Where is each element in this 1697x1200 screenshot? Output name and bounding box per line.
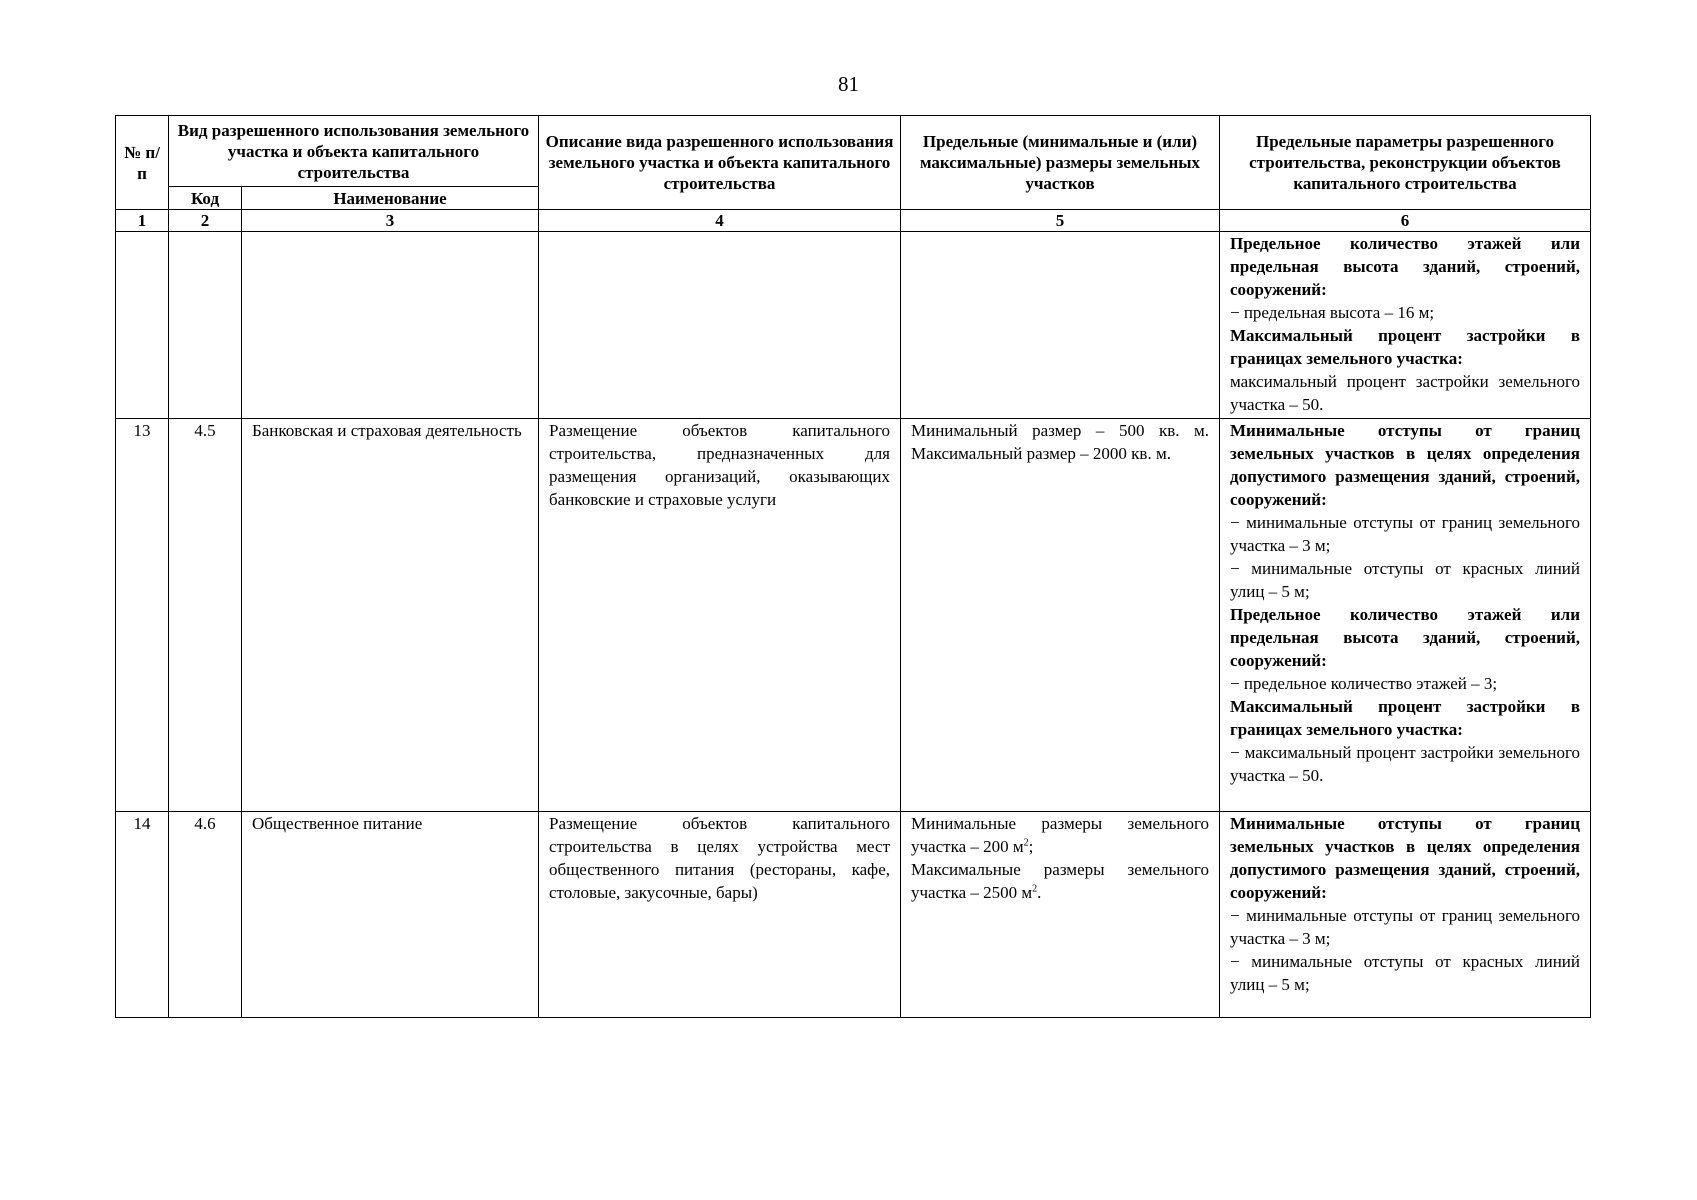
params-item: − минимальные отступы от границ земельного участка – 3 м;	[1230, 513, 1580, 555]
cell-sizes: Минимальный размер – 500 кв. м. Максимальный размер – 2000 кв. м.	[901, 419, 1220, 812]
cell-name: Банковская и страховая деятельность	[242, 419, 539, 812]
header-use-type: Вид разрешенного использования земельного участка и объекта капитального строительства	[169, 116, 539, 187]
params-heading: Максимальный процент застройки в границах земельного участка:	[1230, 326, 1580, 368]
square-superscript: 2	[1032, 883, 1038, 895]
size-maximum-text: Максимальные размеры земельного участка – 2500 м	[911, 860, 1209, 902]
cell-name	[242, 232, 539, 419]
cell-params	[1220, 419, 1591, 812]
cell-code	[169, 232, 242, 419]
column-number: 3	[242, 210, 539, 232]
cell-num: 14	[116, 812, 169, 1018]
size-minimum-end: ;	[1028, 837, 1034, 856]
params-item: максимальный процент застройки земельного участка – 50.	[1230, 372, 1580, 414]
regulations-table	[115, 115, 1591, 1018]
cell-description: Размещение объектов капитального строительства в целях устройства мест общественного питания (рестораны, кафе, столовые, закусочные, бары)	[539, 812, 901, 1018]
cell-params	[1220, 812, 1591, 1018]
column-number: 4	[539, 210, 901, 232]
cell-sizes	[901, 232, 1220, 419]
cell-code: 4.6	[169, 812, 242, 1018]
cell-name: Общественное питание	[242, 812, 539, 1018]
params-item: − минимальные отступы от границ земельного участка – 3 м;	[1230, 906, 1580, 948]
cell-description: Размещение объектов капитального строительства, предназначенных для размещения организаций, оказывающих банковские и страховые услуги	[539, 419, 901, 812]
header-params: Предельные параметры разрешенного строительства, реконструкции объектов капитального строительства	[1220, 116, 1591, 210]
params-item: − минимальные отступы от красных линий улиц – 5 м;	[1230, 559, 1580, 601]
column-number: 1	[116, 210, 169, 232]
header-sizes: Предельные (минимальные и (или) максимальные) размеры земельных участков	[901, 116, 1220, 210]
params-item: − предельное количество этажей – 3;	[1230, 674, 1498, 693]
cell-sizes	[901, 812, 1220, 1018]
column-number-row	[116, 210, 1591, 232]
column-number: 5	[901, 210, 1220, 232]
page-number: 81	[838, 72, 859, 96]
column-number: 2	[169, 210, 242, 232]
header-name: Наименование	[242, 187, 539, 210]
params-item: − предельная высота – 16 м;	[1230, 303, 1435, 322]
cell-params	[1220, 232, 1591, 419]
header-description: Описание вида разрешенного использования земельного участка и объекта капитального строительства	[539, 116, 901, 210]
params-heading: Предельное количество этажей или предельная высота зданий, строений, сооружений:	[1230, 234, 1580, 299]
square-superscript: 2	[1023, 837, 1029, 849]
size-minimum	[911, 812, 1209, 858]
cell-num: 13	[116, 419, 169, 812]
params-heading: Предельное количество этажей или предельная высота зданий, строений, сооружений:	[1230, 605, 1580, 670]
table-row	[116, 232, 1591, 419]
size-minimum-text: Минимальные размеры земельного участка – 200 м	[911, 814, 1209, 856]
size-maximum-end: .	[1037, 883, 1042, 902]
cell-description	[539, 232, 901, 419]
cell-num	[116, 232, 169, 419]
table-row	[116, 419, 1591, 812]
cell-code: 4.5	[169, 419, 242, 812]
params-heading: Минимальные отступы от границ земельных участков в целях определения допустимого размещения зданий, строений, сооружений:	[1230, 814, 1580, 902]
table-row	[116, 812, 1591, 1018]
column-number: 6	[1220, 210, 1591, 232]
header-code: Код	[169, 187, 242, 210]
header-num: № п/п	[116, 116, 169, 210]
header-row	[116, 116, 1591, 187]
params-item: − минимальные отступы от красных линий улиц – 5 м;	[1230, 952, 1580, 994]
params-item: − максимальный процент застройки земельного участка – 50.	[1230, 743, 1580, 785]
params-heading: Минимальные отступы от границ земельных участков в целях определения допустимого размещения зданий, строений, сооружений:	[1230, 421, 1580, 509]
params-heading: Максимальный процент застройки в границах земельного участка:	[1230, 697, 1580, 739]
size-maximum	[911, 858, 1209, 904]
